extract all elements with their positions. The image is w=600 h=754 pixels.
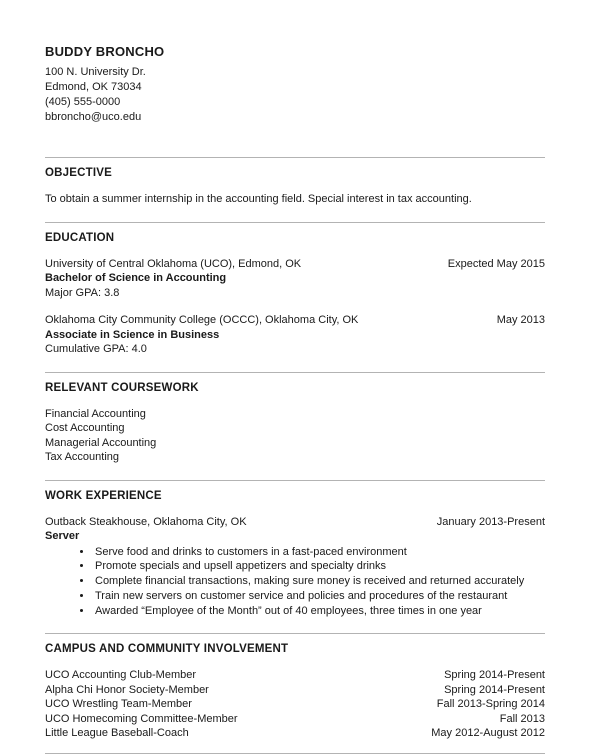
email-address: bbroncho@uco.edu [45, 111, 142, 123]
school-name: Oklahoma City Community College (OCCC), Oklahoma City, OK [45, 314, 359, 326]
activity-name: UCO Homecoming Committee-Member [45, 712, 238, 725]
coursework-item: Financial Accounting [45, 407, 146, 420]
job-duties-list [45, 545, 545, 619]
activity-date: May 2012-August 2012 [431, 727, 545, 740]
involvement-row [45, 697, 545, 712]
gpa-line: Major GPA: 3.8 [45, 286, 120, 299]
section-coursework [45, 372, 545, 465]
education-title: EDUCATION [45, 231, 115, 244]
activity-date: Fall 2013-Spring 2014 [436, 698, 545, 711]
education-date: Expected May 2015 [447, 257, 545, 270]
employer-name: Outback Steakhouse, Oklahoma City, OK [45, 515, 247, 528]
job-title: Server [45, 530, 80, 542]
coursework-item: Managerial Accounting [45, 436, 157, 449]
coursework-title: RELEVANT COURSEWORK [45, 381, 199, 394]
gpa-line: Cumulative GPA: 4.0 [45, 343, 147, 355]
objective-title: OBJECTIVE [45, 167, 112, 179]
degree-name: Associate in Science in Business [45, 328, 220, 341]
job-duty-item: • Awarded “Employee of the Month” out of 40 employees, three times in one year [93, 604, 545, 619]
degree-name: Bachelor of Science in Accounting [45, 272, 227, 284]
section-education [45, 222, 545, 357]
education-date: May 2013 [496, 314, 545, 326]
involvement-row [45, 712, 545, 727]
involvement-row [45, 683, 545, 698]
job-duty-item: • Complete financial transactions, making sure money is received and returned accurately [93, 574, 545, 589]
involvement-title: CAMPUS AND COMMUNITY INVOLVEMENT [45, 643, 289, 656]
job-duty-item: • Serve food and drinks to customers in a fast-paced environment [93, 545, 545, 560]
section-objective [45, 157, 545, 207]
activity-name: UCO Accounting Club-Member [45, 669, 197, 682]
activity-name: UCO Wrestling Team-Member [45, 698, 192, 711]
employer-row [45, 515, 545, 530]
section-work-experience [45, 480, 545, 619]
school-name: University of Central Oklahoma (UCO), Edmond, OK [45, 257, 302, 270]
activity-date: Spring 2014-Present [444, 683, 545, 696]
resume-header [45, 44, 545, 125]
job-duty-item: • Promote specials and upsell appetizers and specialty drinks [93, 559, 545, 574]
employment-date: January 2013-Present [436, 515, 545, 528]
section-involvement [45, 633, 545, 754]
activity-date: Fall 2013 [499, 712, 545, 725]
activity-name: Alpha Chi Honor Society-Member [45, 683, 209, 696]
address-line-2: Edmond, OK 73034 [45, 81, 142, 93]
address-line-1: 100 N. University Dr. [45, 66, 146, 78]
coursework-item: Cost Accounting [45, 422, 125, 434]
job-duty-item: • Train new servers on customer service and policies and procedures of the restaurant [93, 589, 545, 604]
phone-number: (405) 555-0000 [45, 96, 121, 108]
education-school-row [45, 257, 545, 272]
coursework-item: Tax Accounting [45, 451, 119, 463]
objective-text: To obtain a summer internship in the accounting field. Special interest in tax accounting. [45, 193, 472, 205]
work-experience-title: WORK EXPERIENCE [45, 489, 162, 502]
candidate-name: BUDDY BRONCHO [45, 44, 165, 59]
involvement-row [45, 726, 545, 741]
activity-date: Spring 2014-Present [444, 669, 545, 682]
education-entry [45, 313, 545, 357]
activity-name: Little League Baseball-Coach [45, 727, 189, 740]
involvement-row [45, 668, 545, 683]
education-entry [45, 257, 545, 301]
education-school-row [45, 313, 545, 328]
